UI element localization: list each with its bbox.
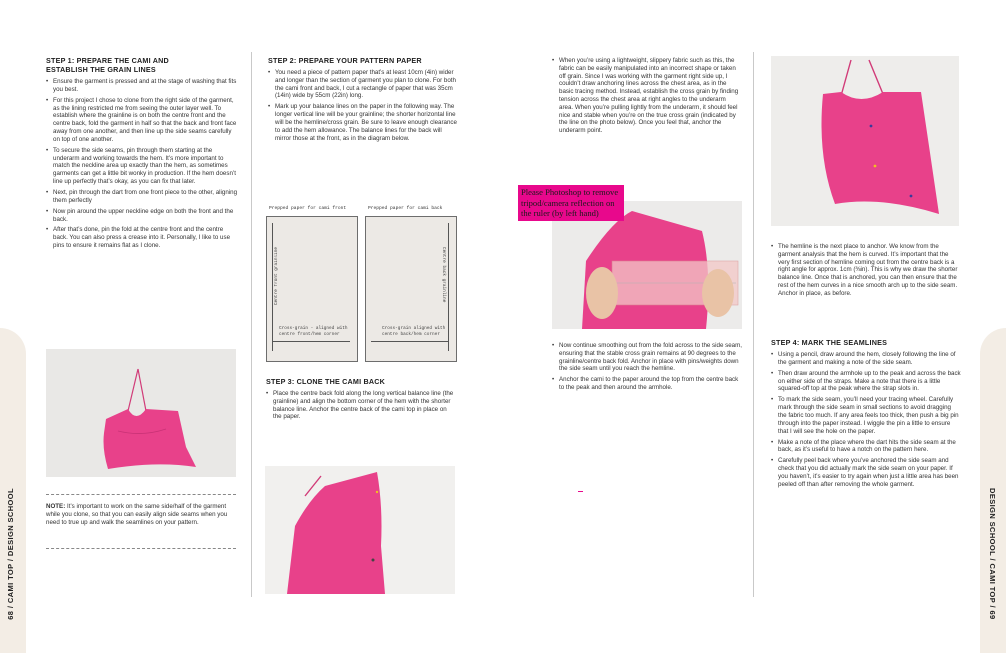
editor-note: Please Photoshop to remove tripod/camera reflection on the ruler (by left hand) <box>518 185 624 221</box>
list-item: • Then draw around the armhole up to the peak and across the back on either side of the straps. Make a note that there is a little squared-off top at the peak where the strap slots in. <box>771 370 961 393</box>
list-item: • After that’s done, pin the fold at the centre front and the centre back. You can also press a crease into it. Personally, I like to use pins to ensure it remains flat as I clone. <box>46 226 238 249</box>
pattern-paper-back <box>365 216 457 362</box>
mid-section <box>552 342 742 395</box>
note-label: NOTE: <box>46 503 66 510</box>
list-item: • Ensure the garment is pressed and at the stage of washing that fits you best. <box>46 78 238 94</box>
step3-section <box>266 377 456 424</box>
step3-heading: STEP 3: CLONE THE CAMI BACK <box>266 377 386 386</box>
step4-list <box>771 351 961 489</box>
note-box <box>46 503 238 526</box>
note-text: It’s important to work on the same side/half of the garment while you clone, so that you can easily align side seams when you need to true up and walk the seamlines on your pattern. <box>46 503 228 526</box>
list-item: • To mark the side seam, you’ll need your tracing wheel. Carefully mark through the side seam in small sections to avoid dragging the fabric too much. If any area feels too thick, then push a big pin through into the paper instead. I wiggle the pin a little to ensure that I will see the hole on the paper. <box>771 396 961 435</box>
intro-section <box>552 57 740 138</box>
hem-section <box>771 243 961 301</box>
note-rule-top <box>46 494 236 495</box>
cami-back-illustration <box>265 466 455 594</box>
note-rule-bottom <box>46 548 236 549</box>
hem-anchored-photo <box>771 56 959 226</box>
stray-mark <box>578 491 583 492</box>
list-item: • The hemline is the next place to anchor. We know from the garment analysis that the hem is curved. It’s important that the very first section of hemline coming out from the centre back is a right angle for approx. 1cm (⅜in). This is why we draw the shorter balance line. Once that is anchored, you can then ensure that the rest of the hem curves in a nice smooth arch up to the side seam. Anchor in place, as before. <box>771 243 961 298</box>
list-item: • When you’re using a lightweight, slippery fabric such as this, the fabric can be easily manipulated into an incorrect shape or taken off grain. Since I was working with the garment right side up, I couldn’t draw anchoring lines across the chest area, as in the basic tracing method. Instead, establish the cross grain by finding tension across the chest area at right angles to the underarm area. When you’re pulling lightly from the underarm, it should feel nice and stable when you’re on the true cross grain (indicated by the line on the photo below). Once you feel that, anchor the underarm point. <box>552 57 740 135</box>
back-crossgrain <box>371 341 449 342</box>
step1-section <box>46 56 238 253</box>
step1-heading: STEP 1: PREPARE THE CAMI AND ESTABLISH THE GRAIN LINES <box>46 56 169 74</box>
list-item: • You need a piece of pattern paper that’s at least 10cm (4in) wider and longer than the section of garment you plan to clone. For both the cami front and back, I cut a rectangle of paper that was 35cm (14in) wide by 55cm (22in) long. <box>268 69 458 100</box>
mid-list <box>552 342 742 392</box>
list-item: • Make a note of the place where the dart hits the side seam at the back, as it’s useful to have a notch on the pattern here. <box>771 439 961 455</box>
step2-section <box>268 56 458 146</box>
column-divider <box>251 52 252 597</box>
list-item: • Mark up your balance lines on the paper in the following way. The longer vertical line will be your grainline; the shorter horizontal line will be the hemline/cross grain. Be sure to leave enough clearance to add the hem allowance. The balance lines for the back will mirror those at the front, as in the diagram below. <box>268 103 458 142</box>
pattern-paper-front <box>266 216 358 362</box>
front-foot-label: Cross-grain - aligned with centre front/hem corner <box>279 326 348 337</box>
front-side-label: Centre front grainline <box>274 247 279 305</box>
back-foot-label: Cross-grain aligned with centre back/hem corner <box>382 326 446 337</box>
step4-section <box>771 338 961 492</box>
front-grainline <box>272 223 273 351</box>
list-item: • Now pin around the upper neckline edge on both the front and the back. <box>46 208 238 224</box>
list-item: • Anchor the cami to the paper around the top from the centre back to the peak and then around the armhole. <box>552 376 742 392</box>
left-folio: 68 / CAMI TOP / DESIGN SCHOOL <box>6 488 15 620</box>
back-side-label: Centre back grainline <box>441 247 446 303</box>
diagram-front-title: Prepped paper for cami front <box>269 206 347 211</box>
list-item: • Next, pin through the dart from one front piece to the other, aligning them perfectly <box>46 189 238 205</box>
right-folio: DESIGN SCHOOL / CAMI TOP / 69 <box>988 488 997 620</box>
step4-heading: STEP 4: MARK THE SEAMLINES <box>771 338 888 347</box>
list-item: • Using a pencil, draw around the hem, closely following the line of the garment and making a note of the side seam. <box>771 351 961 367</box>
diagram-back-title: Prepped paper for cami back <box>368 206 443 211</box>
hem-list <box>771 243 961 298</box>
step1-list <box>46 78 238 250</box>
cami-front-illustration <box>46 349 236 477</box>
cami-flat-photo <box>46 349 236 477</box>
step2-heading: STEP 2: PREPARE YOUR PATTERN PAPER <box>268 56 422 65</box>
list-item: • Carefully peel back where you’ve anchored the side seam and check that you did actually mark the side seam on your paper. If you haven’t, it’s easier to try again when just a little area has been peeled off than after removing the whole garment. <box>771 457 961 488</box>
step2-list <box>268 69 458 142</box>
hem-illustration <box>771 56 959 226</box>
list-item: • Now continue smoothing out from the fold across to the side seam, ensuring that the stable cross grain remains at 90 degrees to the grainline/centre back fold. Anchor in place with pins/weights down the side seam until you reach the hemline. <box>552 342 742 373</box>
cami-back-on-paper-photo <box>265 466 455 594</box>
intro-list <box>552 57 740 135</box>
column-divider <box>753 52 754 597</box>
list-item: • For this project I chose to clone from the right side of the garment, as the lining restricted me from seeing the outer layer well. To establish where the grainline is on both the centre front and the centre back, fold the garment in half so that the back and front face away from one another, and then line up the side seams carefully on top of one another. <box>46 97 238 144</box>
list-item: • To secure the side seams, pin through them starting at the underarm and working towards the hem. It’s more important to match the neckline area up exactly than the hem, as sometimes garments can get a little bit wonky in production. If the hem doesn’t line up perfectly that’s okay, as you can fix that later. <box>46 147 238 186</box>
list-item: • Place the centre back fold along the long vertical balance line (the grainline) and align the bottom corner of the hem with the shorter balance line. Anchor the centre back of the cami top in place on the paper. <box>266 390 456 421</box>
front-crossgrain <box>272 341 350 342</box>
step3-list <box>266 390 456 421</box>
